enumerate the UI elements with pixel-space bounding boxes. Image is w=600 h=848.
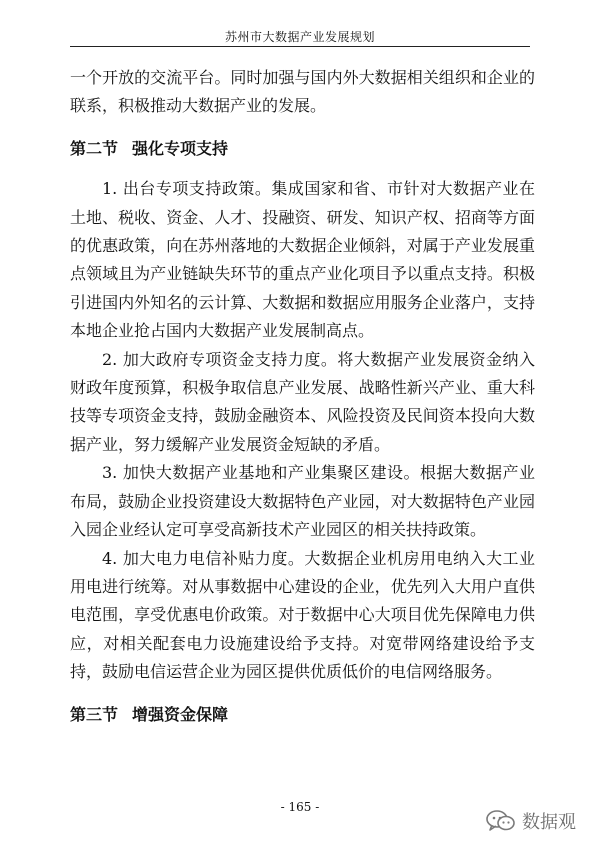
header-rule (70, 46, 530, 47)
paragraph-item-4: 4. 加大电力电信补贴力度。大数据企业机房用电纳入大工业用电进行统筹。对从事数据中心建设的企业，优先列入大用户直供电范围，享受优惠电价政策。对于数据中心大项目优先保障电力供应，对相关配套电力设施建设给予支持。对宽带网络建设给予支持，鼓励电信运营企业为园区提供优质低价的电信网络服务。 (70, 548, 535, 682)
watermark-text: 数据观 (522, 812, 576, 833)
intro-paragraph: 一个开放的交流平台。同时加强与国内外大数据相关组织和企业的联系，积极推动大数据产业的发展。 (70, 68, 535, 116)
page-body (70, 64, 535, 729)
section-title: 强化专项支持 (132, 138, 229, 158)
running-header: 苏州市大数据产业发展规划 (224, 30, 375, 44)
section-number: 第二节 (70, 138, 119, 158)
watermark (486, 808, 576, 834)
paragraph-item-1: 1. 出台专项支持政策。集成国家和省、市针对大数据产业在土地、税收、资金、人才、投融资、研发、知识产权、招商等方面的优惠政策，向在苏州落地的大数据企业倾斜，对属于产业发展重点领域且为产业链缺失环节的重点产业化项目予以重点支持。积极引进国内外知名的云计算、大数据和数据应用服务企业落户，支持本地企业抢占国内大数据产业发展制高点。 (70, 179, 535, 341)
section-title: 增强资金保障 (132, 704, 229, 724)
paragraph-item-2: 2. 加大政府专项资金支持力度。将大数据产业发展资金纳入财政年度预算，积极争取信息产业发展、战略性新兴产业、重大科技等专项资金支持，鼓励金融资本、风险投资及民间资本投向大数据产业，努力缓解产业发展资金短缺的矛盾。 (70, 349, 535, 454)
page-number: - 165 - (280, 800, 320, 814)
wechat-icon (486, 809, 516, 833)
paragraph-item-3: 3. 加快大数据产业基地和产业集聚区建设。根据大数据产业布局，鼓励企业投资建设大数据特色产业园，对大数据特色产业园入园企业经认定可享受高新技术产业园区的相关扶持政策。 (70, 463, 535, 540)
section-heading-2 (70, 135, 535, 163)
section-number: 第三节 (70, 704, 119, 724)
section-heading-3 (70, 701, 535, 729)
